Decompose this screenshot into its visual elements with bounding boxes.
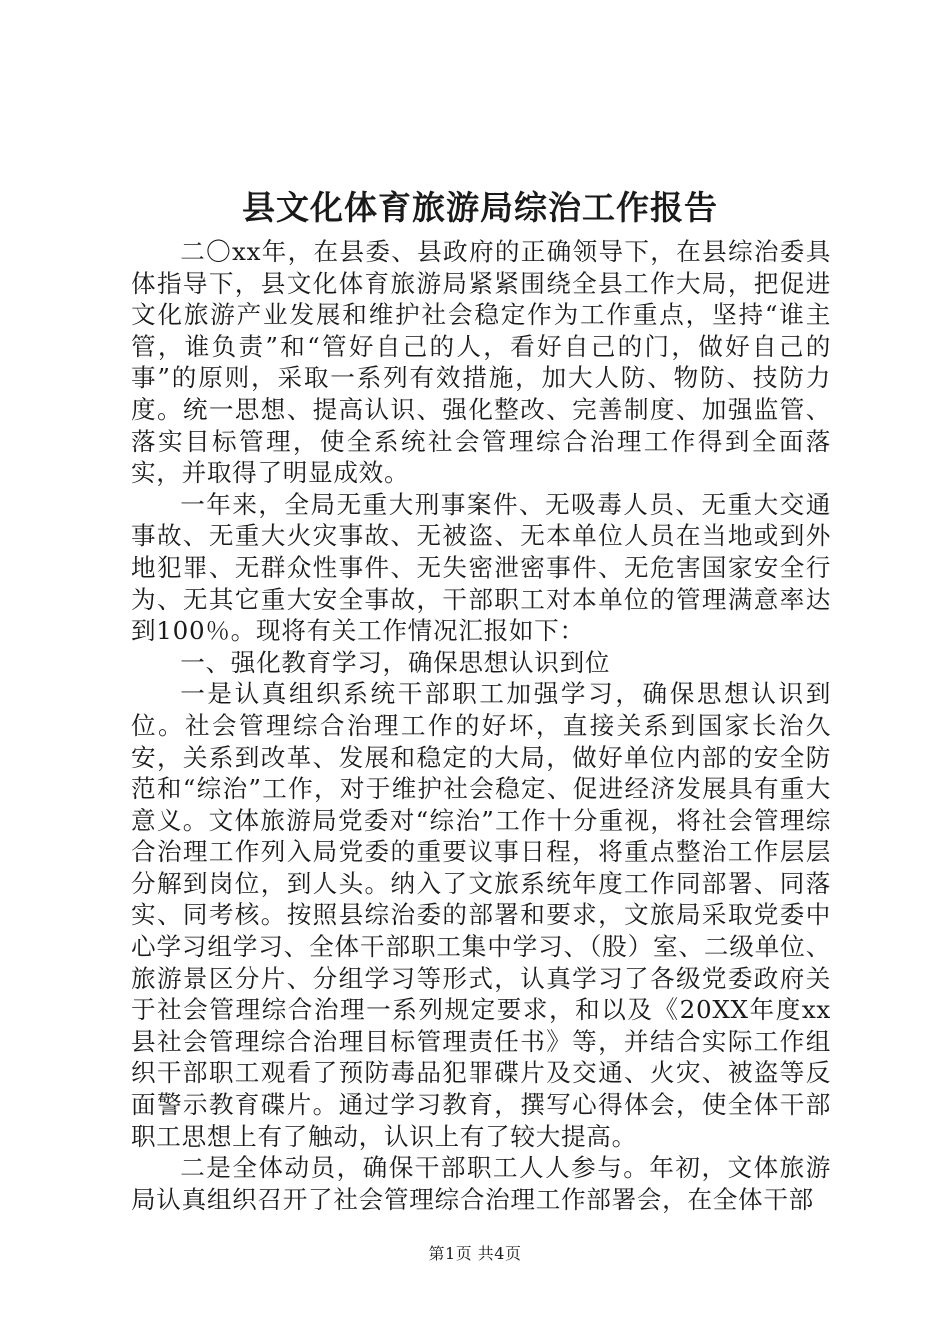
document-title: 县文化体育旅游局综治工作报告 bbox=[242, 188, 718, 227]
paragraph-intro: 二〇xx年，在县委、县政府的正确领导下，在县综治委具体指导下，县文化体育旅游局紧紧围绕全县工作大局，把促进文化旅游产业发展和维护社会稳定作为工作重点，坚持“谁主管，谁负责”和“管好自己的人，看好自己的门，做好自己的事”的原则，采取一系列有效措施，加大人防、物防、技防力度。统一思想、提高认识、强化整改、完善制度、加强监管、落实目标管理，使全系统社会管理综合治理工作得到全面落实，并取得了明显成效。 bbox=[131, 237, 831, 488]
paragraph-results: 一年来，全局无重大刑事案件、无吸毒人员、无重大交通事故、无重大火灾事故、无被盗、无本单位人员在当地或到外地犯罪、无群众性事件、无失密泄密事件、无危害国家安全行为、无其它重大安全事故，干部职工对本单位的管理满意率达到100％。现将有关工作情况汇报如下： bbox=[131, 489, 831, 646]
paragraph-mobilization: 二是全体动员，确保干部职工人人参与。年初，文体旅游局认真组织召开了社会管理综合治理工作部署会，在全体干部 bbox=[131, 1153, 831, 1214]
section-heading-1: 一、强化教育学习，确保思想认识到位 bbox=[180, 647, 611, 677]
document-body bbox=[131, 236, 831, 1215]
page-footer: 第1页 共4页 bbox=[428, 1244, 522, 1263]
paragraph-study: 一是认真组织系统干部职工加强学习，确保思想认识到位。社会管理综合治理工作的好坏，直接关系到国家长治久安，关系到改革、发展和稳定的大局，做好单位内部的安全防范和“综治”工作，对于维护社会稳定、促进经济发展具有重大意义。文体旅游局党委对“综治”工作十分重视，将社会管理综合治理工作列入局党委的重要议事日程，将重点整治工作层层分解到岗位，到人头。纳入了文旅系统年度工作同部署、同落实、同考核。按照县综治委的部署和要求，文旅局采取党委中心学习组学习、全体干部职工集中学习、（股）室、二级单位、旅游景区分片、分组学习等形式，认真学习了各级党委政府关于社会管理综合治理一系列规定要求，和以及《20XX年度xx县社会管理综合治理目标管理责任书》等，并结合实际工作组织干部职工观看了预防毒品犯罪碟片及交通、火灾、被盗等反面警示教育碟片。通过学习教育，撰写心得体会，使全体干部职工思想上有了触动，认识上有了较大提高。 bbox=[131, 679, 831, 1151]
